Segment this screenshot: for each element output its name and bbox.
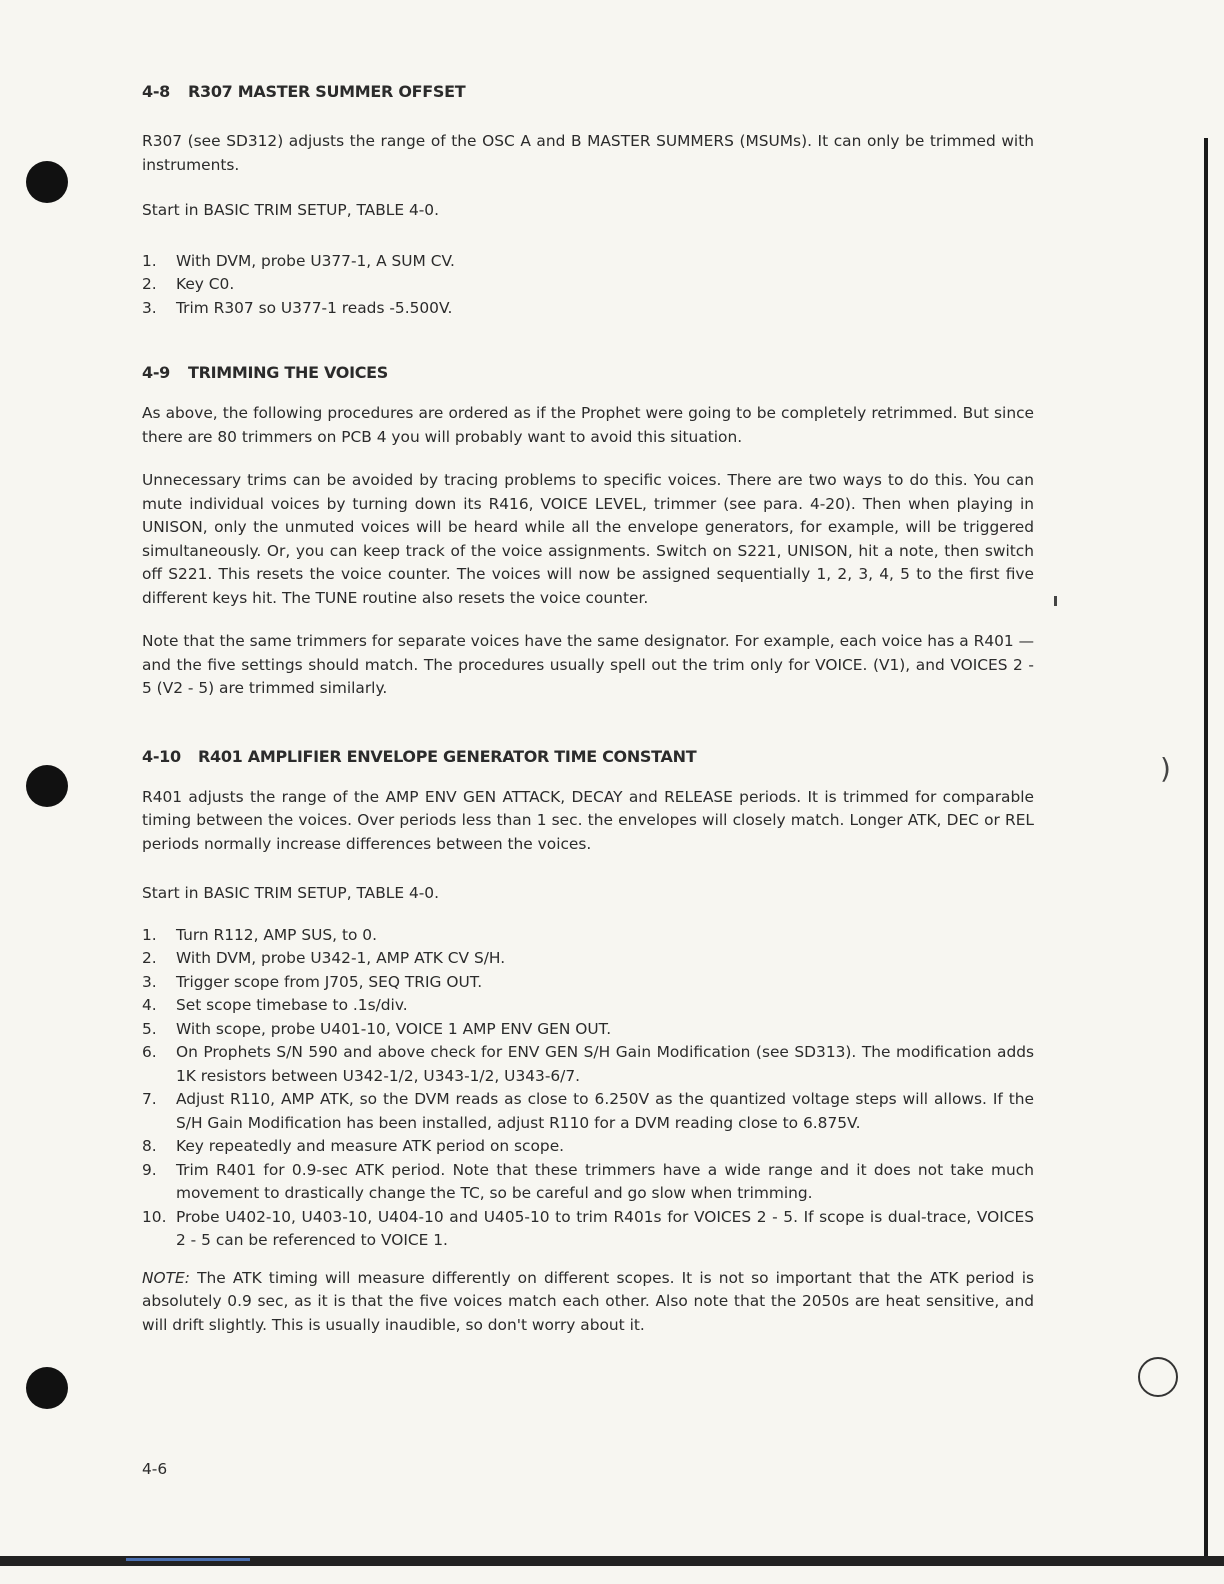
list-item: 1. With DVM, probe U377-1, A SUM CV. bbox=[142, 251, 455, 270]
section-4-9-paragraph-1: As above, the following procedures are ordered as if the Prophet were going to be completely retrimmed. But since there are 80 trimmers on PCB 4 you will probably want to avoid this situation. bbox=[142, 404, 1034, 446]
section-heading-4-9 bbox=[142, 363, 1034, 382]
section-heading-4-10 bbox=[142, 747, 1034, 766]
list-item: 4. Set scope timebase to .1s/div. bbox=[142, 996, 408, 1014]
section-4-10-steps bbox=[142, 924, 1034, 1253]
page-edge-shadow bbox=[1204, 138, 1208, 1558]
scan-tick-mark bbox=[1054, 596, 1057, 606]
section-4-9-paragraph-3: Note that the same trimmers for separate voices have the same designator. For example, each voice has a R401 — and the five settings should match. The procedures usually spell out the trim only for VOICE. (V1), and VOICES 2 - 5 (V2 - 5) are trimmed similarly. bbox=[142, 632, 1034, 697]
note-label: NOTE: bbox=[142, 1268, 190, 1287]
list-item: 2. Key C0. bbox=[142, 275, 235, 293]
list-item: 9. Trim R401 for 0.9-sec ATK period. Note that these trimmers have a wide range and it does not take much movement to drastically change the TC, so be careful and go slow when trimming. bbox=[142, 1160, 1034, 1202]
list-item: 5. With scope, probe U401-10, VOICE 1 AMP ENV GEN OUT. bbox=[142, 1019, 612, 1038]
scan-bottom-blue-mark bbox=[126, 1558, 250, 1561]
binder-hole-top bbox=[26, 161, 68, 203]
section-4-8-start: Start in BASIC TRIM SETUP, TABLE 4-0. bbox=[142, 201, 439, 219]
page-number: 4-6 bbox=[142, 1460, 168, 1478]
section-number: 4-10 bbox=[142, 746, 181, 766]
section-4-8-intro: R307 (see SD312) adjusts the range of the OSC A and B MASTER SUMMERS (MSUMs). It can only be trimmed with instruments. bbox=[142, 132, 1034, 174]
note-text: The ATK timing will measure differently on different scopes. It is not so important that the ATK period is absolutely 0.9 sec, as it is that the five voices match each other. Also note that the 2050s are heat sensitive, and will drift slightly. This is usually inaudible, so don't worry about it. bbox=[142, 1268, 1034, 1334]
list-item: 8. Key repeatedly and measure ATK period on scope. bbox=[142, 1137, 565, 1155]
page-content bbox=[142, 82, 1034, 1337]
section-4-9-paragraph-2: Unnecessary trims can be avoided by tracing problems to specific voices. There are two ways to do this. You can mute individual voices by turning down its R416, VOICE LEVEL, trimmer (see para. 4-20). Then when playing in UNISON, only the unmuted voices will be heard while all the envelope generators, for example, will be triggered simultaneously. Or, you can keep track of the voice assignments. Switch on S221, UNISON, hit a note, then switch off S221. This resets the voice counter. The voices will now be assigned sequentially 1, 2, 3, 4, 5 to the first five different keys hit. The TUNE routine also resets the voice counter. bbox=[142, 471, 1034, 607]
list-item: 6. On Prophets S/N 590 and above check for ENV GEN S/H Gain Modification (see SD313). The modification adds 1K resistors between U342-1/2, U343-1/2, U343-6/7. bbox=[142, 1043, 1034, 1085]
list-item: 3. Trigger scope from J705, SEQ TRIG OUT. bbox=[142, 972, 483, 991]
section-heading-4-8 bbox=[142, 82, 1034, 101]
list-item: 7. Adjust R110, AMP ATK, so the DVM reads as close to 6.250V as the quantized voltage steps will allows. If the S/H Gain Modification has been installed, adjust R110 for a DVM reading close to 6.875V. bbox=[142, 1090, 1034, 1132]
scan-paren-mark: ) bbox=[1160, 752, 1171, 785]
list-item: 3. Trim R307 so U377-1 reads -5.500V. bbox=[142, 298, 453, 317]
section-4-10-start: Start in BASIC TRIM SETUP, TABLE 4-0. bbox=[142, 884, 439, 902]
list-item: 2. With DVM, probe U342-1, AMP ATK CV S/H. bbox=[142, 949, 506, 967]
section-4-10-note bbox=[142, 1267, 1034, 1338]
section-title: R401 AMPLIFIER ENVELOPE GENERATOR TIME CONSTANT bbox=[198, 746, 697, 766]
section-title: R307 MASTER SUMMER OFFSET bbox=[188, 82, 466, 101]
section-4-8-steps bbox=[142, 250, 1034, 321]
list-item: 1. Turn R112, AMP SUS, to 0. bbox=[142, 925, 377, 944]
section-number: 4-8 bbox=[142, 82, 171, 101]
binder-hole-bottom bbox=[26, 1367, 68, 1409]
binder-hole-middle bbox=[26, 765, 68, 807]
section-title: TRIMMING THE VOICES bbox=[188, 363, 389, 382]
scan-circle-mark bbox=[1138, 1357, 1178, 1397]
section-number: 4-9 bbox=[142, 363, 171, 382]
section-4-10-intro: R401 adjusts the range of the AMP ENV GEN ATTACK, DECAY and RELEASE periods. It is trimmed for comparable timing between the voices. Over periods less than 1 sec. the envelopes will closely match. Longer ATK, DEC or REL periods normally increase differences between the voices. bbox=[142, 787, 1034, 853]
list-item: 10. Probe U402-10, U403-10, U404-10 and U405-10 to trim R401s for VOICES 2 - 5. If scope is dual-trace, VOICES 2 - 5 can be referenced to VOICE 1. bbox=[142, 1207, 1034, 1249]
